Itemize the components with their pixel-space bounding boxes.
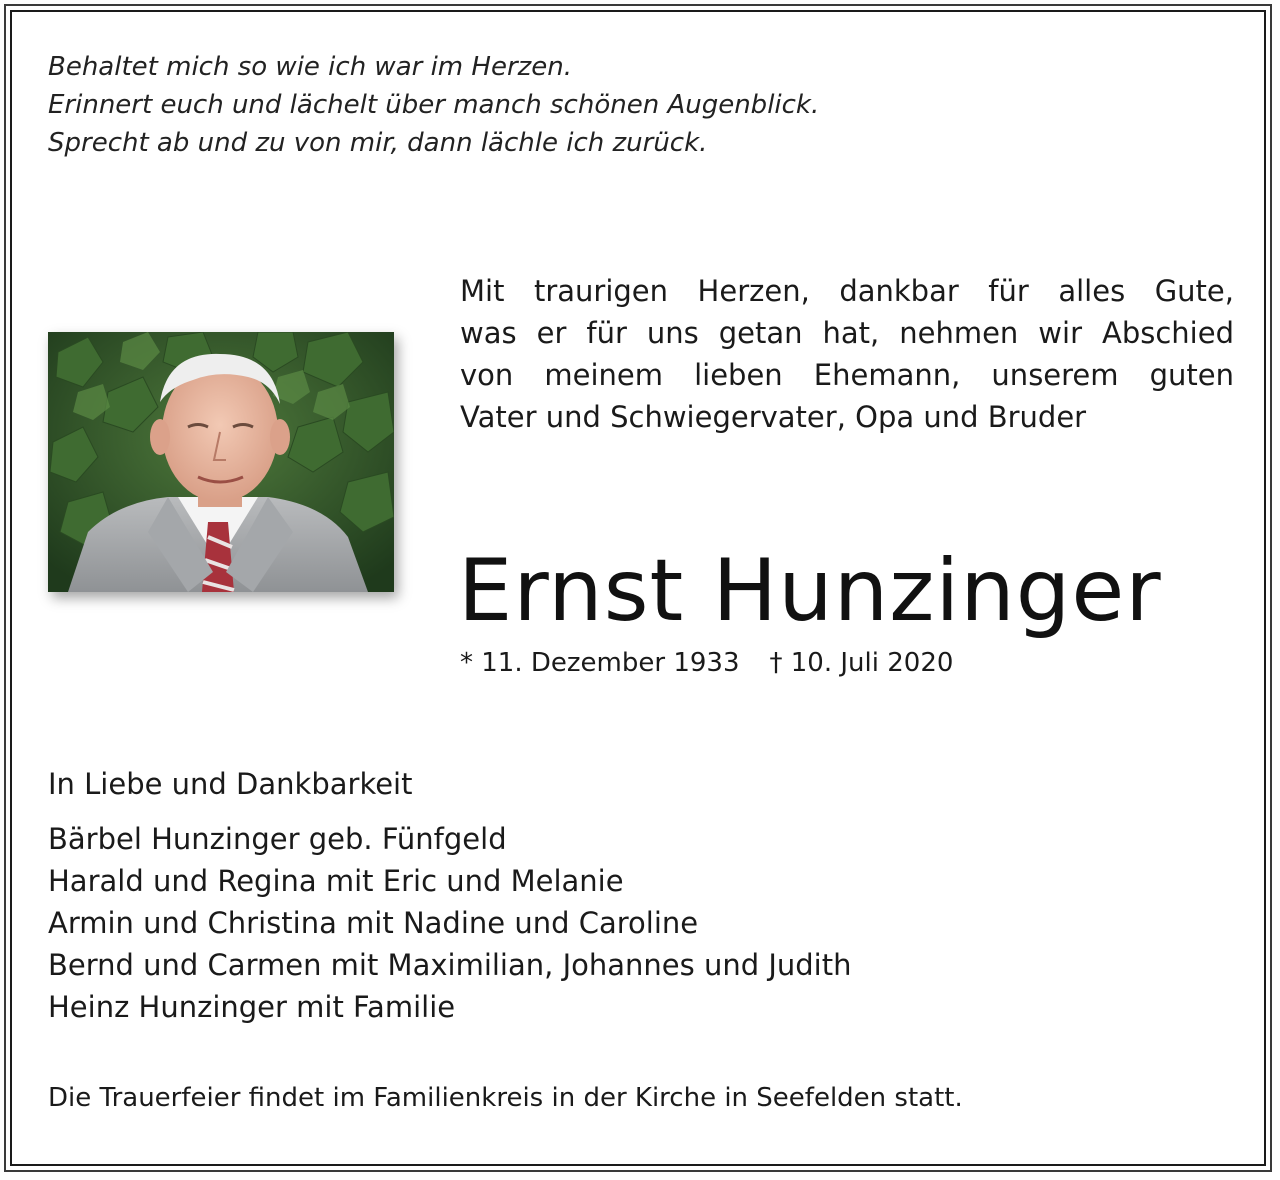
family-list (48, 818, 852, 1028)
family-member: Bernd und Carmen mit Maximilian, Johannes und Judith (48, 948, 852, 982)
deceased-name: Ernst Hunzinger (458, 541, 1162, 641)
intro-text (460, 270, 1234, 438)
family-member: Armin und Christina mit Nadine und Caroline (48, 906, 699, 940)
family-member: Heinz Hunzinger mit Familie (48, 990, 456, 1024)
intro-line: von meinem lieben Ehemann, unserem guten (460, 358, 1234, 392)
motto-line: Sprecht ab und zu von mir, dann lächle ich zurück. (48, 128, 708, 158)
birth-date: * 11. Dezember 1933 (460, 648, 740, 678)
service-note: Die Trauerfeier findet im Familienkreis in der Kirche in Seefelden statt. (48, 1083, 963, 1113)
portrait-photo (48, 332, 394, 592)
family-member: Bärbel Hunzinger geb. Fünfgeld (48, 822, 507, 856)
intro-line: was er für uns getan hat, nehmen wir Abschied (460, 316, 1234, 350)
intro-line: Vater und Schwiegervater, Opa und Bruder (460, 400, 1087, 434)
death-date: † 10. Juli 2020 (769, 648, 954, 678)
motto-line: Erinnert euch und lächelt über manch schönen Augenblick. (48, 90, 820, 120)
signoff-text: In Liebe und Dankbarkeit (48, 767, 413, 801)
motto-line: Behaltet mich so wie ich war im Herzen. (48, 52, 573, 82)
intro-line: Mit traurigen Herzen, dankbar für alles Gute, (460, 274, 1234, 308)
family-member: Harald und Regina mit Eric und Melanie (48, 864, 624, 898)
life-dates (460, 644, 953, 682)
memorial-motto (48, 48, 1048, 162)
